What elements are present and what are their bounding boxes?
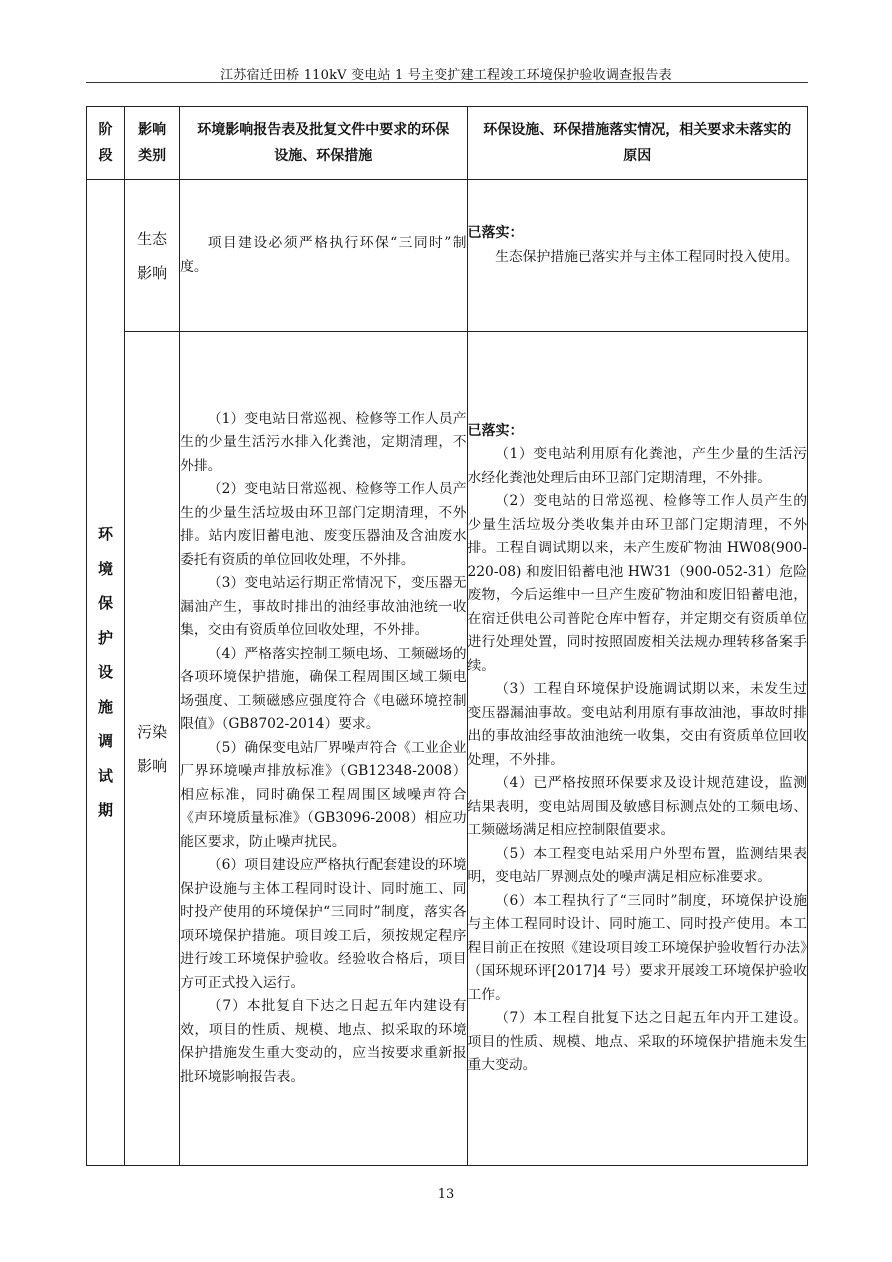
implementation-header: 环保设施、环保措施落实情况，相关要求未落实的原因 (467, 107, 808, 180)
requirements-header: 环境影响报告表及批复文件中要求的环保设施、环保措施 (180, 107, 467, 180)
list-item: （5）确保变电站厂界噪声符合《工业企业厂界环境噪声排放标准》（GB12348-2008）相应标准，同时确保工程周围区域噪声符合《声环境质量标准》（GB3096-2008）相应功能区要求，防止噪声扰民。 (180, 739, 467, 850)
list-item: （2）变电站日常巡视、检修等工作人员产生的少量生活垃圾由环卫部门定期清理，不外排。站内废旧蓄电池、废变压器油及含油废水委托有资质的单位回收处理，不外排。 (180, 481, 467, 568)
stage-header: 阶段 (87, 107, 125, 180)
status-implemented: 已落实： (467, 225, 524, 241)
environmental-measures-table (86, 106, 808, 1166)
implementation-pollution (467, 332, 808, 1166)
category-pollution: 污染影响 (125, 332, 180, 1166)
list-item: （3）变电站运行期正常情况下，变压器无漏油产生，事故时排出的油经事故油池统一收集，交由有资质单位回收处理，不外排。 (180, 575, 467, 639)
category-header: 影响类别 (125, 107, 180, 180)
header-divider (86, 82, 808, 83)
category-ecology: 生态影响 (125, 180, 180, 332)
list-item: （6）项目建设应严格执行配套建设的环境保护设施与主体工程同时设计、同时施工、同时投产使用的环境保护“三同时”制度，落实各项环境保护措施。项目竣工后，须按规定程序进行竣工环境保护验收。经验收合格后，项目方可正式投入运行。 (180, 857, 467, 991)
table-header-row (87, 107, 808, 180)
requirement-pollution (180, 332, 467, 1166)
list-item: （7）本工程自批复下达之日起五年内开工建设。项目的性质、规模、地点、采取的环境保护措施未发生重大变动。 (467, 1010, 807, 1073)
stage-label: 环境保护设施调试期 (98, 525, 114, 820)
list-item: （3）工程自环境保护设施调试期以来，未发生过变压器漏油事故。变电站利用原有事故油池，事故时排出的事故油经事故油池统一收集，交由有资质单位回收处理，不外排。 (467, 681, 807, 768)
table-row-pollution (87, 332, 808, 1166)
list-item: （4）严格落实控制工频电场、工频磁场的各项环境保护措施，确保工程周围区域工频电场强度、工频磁感应强度符合《电磁环境控制限值》（GB8702-2014）要求。 (180, 645, 467, 733)
list-item: （1）变电站日常巡视、检修等工作人员产生的少量生活污水排入化粪池，定期清理，不外排。 (180, 410, 467, 474)
list-item: （4）已严格按照环保要求及设计规范建设，监测结果表明，变电站周围及敏感目标测点处的工频电场、工频磁场满足相应控制限值要求。 (467, 775, 807, 838)
list-item: （5）本工程变电站采用户外型布置，监测结果表明，变电站厂界测点处的噪声满足相应标准要求。 (467, 845, 807, 885)
stage-cell (87, 180, 125, 1166)
implementation-ecology: 已落实： 生态保护措施已落实并与主体工程同时投入使用。 (467, 180, 808, 332)
page-number: 13 (437, 1187, 455, 1202)
list-item: （1）变电站利用原有化粪池，产生少量的生活污水经化粪池处理后由环卫部门定期清理，不外排。 (467, 446, 807, 486)
document-header: 江苏宿迁田桥 110kV 变电站 1 号主变扩建工程竣工环境保护验收调查报告表 (220, 68, 672, 83)
status-implemented: 已落实： (467, 422, 524, 439)
list-item: （2）变电站的日常巡视、检修等工作人员产生的少量生活垃圾分类收集并由环卫部门定期清理，不外排。工程自调试期以来，未产生废矿物油 HW08(900-220-08) 和废旧铅蓄电池 HW31（900-052-31）危险废物，今后运维中一旦产生废矿物油和废旧铅蓄电池，在宿迁供电公司普陀仓库中暂存，并定期交有资质单位进行处理处置，同时按照固废相关法规办理转移备案手续。 (467, 493, 807, 674)
table-row-ecology (87, 180, 808, 332)
list-item: （7）本批复自下达之日起五年内建设有效，项目的性质、规模、地点、拟采取的环境保护措施发生重大变动的，应当按要求重新报批环境影响报告表。 (180, 998, 467, 1085)
requirement-ecology: 项目建设必须严格执行环保“三同时”制度。 (180, 180, 467, 332)
list-item: （6）本工程执行了“三同时”制度，环境保护设施与主体工程同时设计、同时施工、同时投产使用。本工程目前正在按照《建设项目竣工环境保护验收暂行办法》（国环规环评[2017]4 号）要求开展竣工环境保护验收工作。 (467, 892, 807, 1003)
